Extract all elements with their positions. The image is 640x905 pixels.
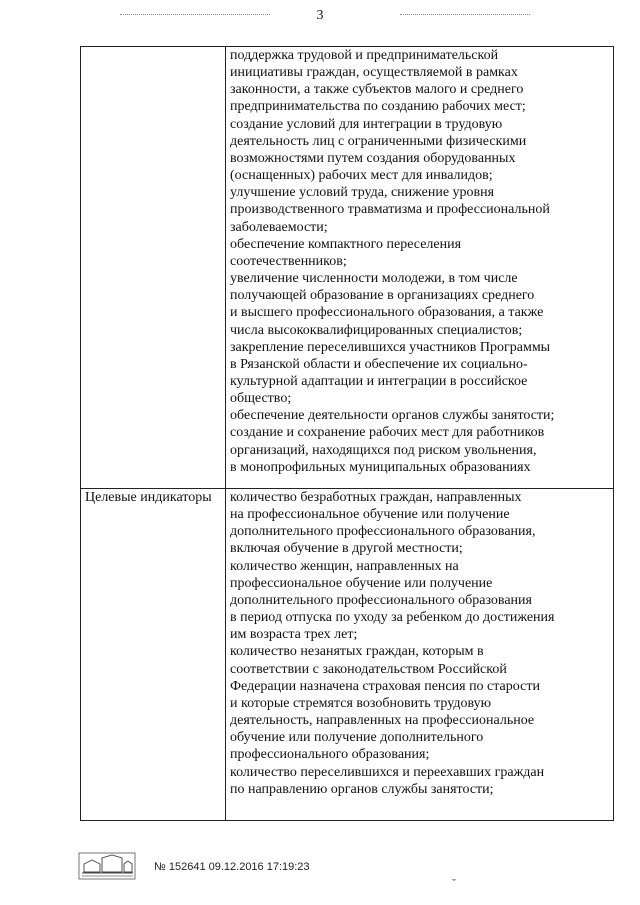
row-text bbox=[226, 489, 614, 821]
text-line: получающей образование в организациях среднего bbox=[230, 288, 535, 304]
text-line: и высшего профессионального образования, а также bbox=[230, 305, 544, 321]
document-registration-number: № 152641 09.12.2016 17:19:23 bbox=[154, 861, 310, 873]
text-line: общество; bbox=[230, 391, 292, 407]
text-line: законности, а также субъектов малого и среднего bbox=[230, 82, 524, 98]
text-line: увеличение численности молодежи, в том числе bbox=[230, 271, 518, 287]
text-line: улучшение условий труда, снижение уровня bbox=[230, 185, 495, 201]
text-line: создание и сохранение рабочих мест для работников bbox=[230, 425, 545, 441]
text-line: возможностями путем создания оборудованных bbox=[230, 150, 516, 166]
row-text bbox=[226, 47, 614, 489]
building-stamp-icon bbox=[78, 852, 136, 880]
text-line: организаций, находящихся под риском увольнения, bbox=[230, 442, 537, 458]
text-line: Федерации назначена страховая пенсия по старости bbox=[230, 678, 540, 694]
text-line: дополнительного профессионального образования bbox=[230, 592, 532, 608]
text-line: количество женщин, направленных на bbox=[230, 558, 459, 574]
scan-mark: ˘ bbox=[452, 876, 456, 890]
text-line: в Рязанской области и обеспечение их социально- bbox=[230, 356, 528, 372]
row-label bbox=[81, 47, 226, 489]
text-line: инициативы граждан, осуществляемой в рамках bbox=[230, 65, 518, 81]
text-line: включая обучение в другой местности; bbox=[230, 541, 463, 557]
text-line: соотечественников; bbox=[230, 253, 347, 269]
text-line: на профессиональное обучение или получение bbox=[230, 507, 510, 523]
text-line: в монопрофильных муниципальных образованиях bbox=[230, 459, 531, 475]
text-line: количество безработных граждан, направленных bbox=[230, 490, 522, 505]
page-number: 3 bbox=[316, 8, 324, 23]
text-line: деятельность лиц с ограниченными физическими bbox=[230, 133, 527, 149]
text-line: поддержка трудовой и предпринимательской bbox=[230, 48, 499, 63]
text-line: обучение или получение дополнительного bbox=[230, 730, 484, 746]
text-line: предпринимательства по созданию рабочих мест; bbox=[230, 99, 526, 115]
text-line: и которые стремятся возобновить трудовую bbox=[230, 695, 492, 711]
text-line: в период отпуска по уходу за ребенком до достижения bbox=[230, 610, 555, 626]
text-line: количество незанятых граждан, которым в bbox=[230, 644, 484, 660]
program-passport-table bbox=[80, 46, 614, 821]
text-line: профессиональное обучение или получение bbox=[230, 575, 493, 591]
text-line: закрепление переселившихся участников Программы bbox=[230, 339, 551, 355]
text-line: деятельность, направленных на профессиональное bbox=[230, 713, 535, 729]
text-line: по направлению органов службы занятости; bbox=[230, 781, 494, 797]
text-line: обеспечение деятельности органов службы занятости; bbox=[230, 408, 555, 424]
row-label: Целевые индикаторы bbox=[81, 489, 226, 821]
text-line: профессионального образования; bbox=[230, 747, 430, 763]
text-line: культурной адаптации и интеграции в российское bbox=[230, 373, 528, 389]
text-line: производственного травматизма и профессиональной bbox=[230, 202, 550, 218]
text-line: им возраста трех лет; bbox=[230, 627, 358, 643]
text-line: количество переселившихся и переехавших граждан bbox=[230, 764, 545, 780]
text-line: числа высококвалифицированных специалистов; bbox=[230, 322, 523, 338]
text-line: дополнительного профессионального образования, bbox=[230, 524, 536, 540]
table-row bbox=[81, 47, 614, 489]
text-line: соответствии с законодательством Российской bbox=[230, 661, 507, 677]
text-line: заболеваемости; bbox=[230, 219, 328, 235]
text-line: (оснащенных) рабочих мест для инвалидов; bbox=[230, 168, 493, 184]
table-row bbox=[81, 489, 614, 821]
text-line: создание условий для интеграции в трудовую bbox=[230, 116, 503, 132]
text-line: обеспечение компактного переселения bbox=[230, 236, 462, 252]
